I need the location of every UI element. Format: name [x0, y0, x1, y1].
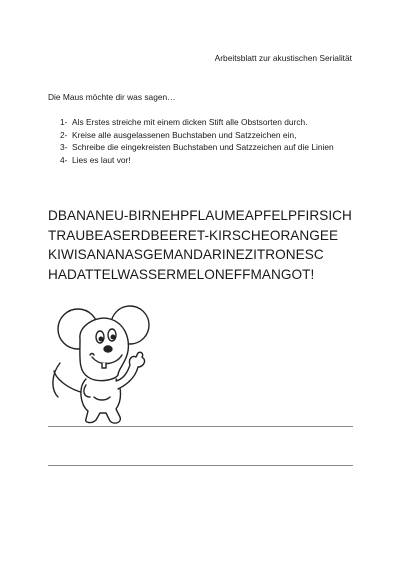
letter-line: DBANANEU-BIRNEHPFLAUMEAPFELPFIRSICH: [48, 208, 352, 223]
worksheet-title: Arbeitsblatt zur akustischen Serialität: [214, 53, 352, 63]
task-item: [60, 129, 360, 142]
task-text: Als Erstes streiche mit einem dicken Stift alle Obstsorten durch.: [72, 117, 308, 127]
intro-text: Die Maus möchte dir was sagen…: [48, 92, 176, 102]
task-list: [60, 116, 360, 166]
task-text: Lies es laut vor!: [72, 154, 131, 165]
task-number: 2-: [60, 129, 68, 140]
task-text: Schreibe die eingekreisten Buchstaben und Satzzeichen auf die Linien: [72, 142, 334, 153]
answer-line[interactable]: [48, 465, 353, 466]
task-number: 4-: [60, 154, 68, 165]
task-number: 3-: [60, 142, 68, 153]
answer-line[interactable]: [48, 426, 353, 427]
mouse-icon: [48, 301, 158, 426]
task-number: 1-: [60, 117, 68, 127]
letter-line: HADATTELWASSERMELONEFFMANGOT!: [48, 266, 315, 282]
letter-line: TRAUBEASERDBEERET-KIRSCHEORANGEE: [48, 227, 339, 243]
task-text: Kreise alle ausgelassenen Buchstaben und Satzzeichen ein,: [72, 129, 297, 140]
letter-line: KIWISANANASGEMANDARINEZITRONESC: [48, 247, 324, 262]
task-item: [60, 154, 360, 167]
letter-puzzle: [48, 206, 368, 284]
task-item: [60, 141, 360, 154]
task-item: [60, 116, 360, 129]
